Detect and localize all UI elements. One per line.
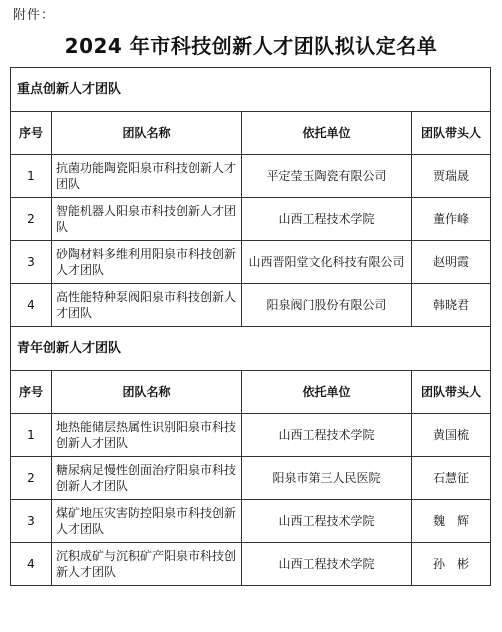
- section-title: 青年创新人才团队: [11, 327, 491, 371]
- row-org: 山西工程技术学院: [242, 414, 412, 457]
- header-lead: 团队带头人: [412, 371, 491, 414]
- table-header: [11, 371, 491, 414]
- row-team-name: 智能机器人阳泉市科技创新人才团队: [52, 198, 242, 241]
- row-no: 4: [11, 284, 52, 327]
- section-youth-teams: [11, 327, 491, 371]
- header-name: 团队名称: [52, 112, 242, 155]
- header-name: 团队名称: [52, 371, 242, 414]
- row-no: 1: [11, 155, 52, 198]
- table-row: [11, 543, 491, 586]
- row-org: 阳泉市第三人民医院: [242, 457, 412, 500]
- table-row: [11, 198, 491, 241]
- row-no: 3: [11, 500, 52, 543]
- row-lead: 孙 彬: [412, 543, 491, 586]
- row-lead: 贾瑞晟: [412, 155, 491, 198]
- row-team-name: 高性能特种泵阀阳泉市科技创新人才团队: [52, 284, 242, 327]
- row-lead: 石慧征: [412, 457, 491, 500]
- row-team-name: 糖尿病足慢性创面治疗阳泉市科技创新人才团队: [52, 457, 242, 500]
- row-team-name: 地热能储层热属性识别阳泉市科技创新人才团队: [52, 414, 242, 457]
- row-team-name: 沉积成矿与沉积矿产阳泉市科技创新人才团队: [52, 543, 242, 586]
- team-list-table: [10, 67, 491, 586]
- row-team-name: 煤矿地压灾害防控阳泉市科技创新人才团队: [52, 500, 242, 543]
- attachment-label: 附件：: [13, 8, 56, 23]
- row-no: 2: [11, 457, 52, 500]
- row-team-name: 砂陶材料多维利用阳泉市科技创新人才团队: [52, 241, 242, 284]
- row-org: 阳泉阀门股份有限公司: [242, 284, 412, 327]
- row-no: 3: [11, 241, 52, 284]
- row-lead: 董作峰: [412, 198, 491, 241]
- table-row: [11, 457, 491, 500]
- page-title: 2024 年市科技创新人才团队拟认定名单: [64, 34, 438, 58]
- table-row: [11, 241, 491, 284]
- row-lead: 魏 辉: [412, 500, 491, 543]
- row-org: 山西工程技术学院: [242, 543, 412, 586]
- header-no: 序号: [11, 112, 52, 155]
- row-no: 2: [11, 198, 52, 241]
- row-lead: 黄国梳: [412, 414, 491, 457]
- row-no: 4: [11, 543, 52, 586]
- row-org: 平定莹玉陶瓷有限公司: [242, 155, 412, 198]
- table-row: [11, 414, 491, 457]
- row-org: 山西工程技术学院: [242, 500, 412, 543]
- table-row: [11, 500, 491, 543]
- header-org: 依托单位: [242, 371, 412, 414]
- table-row: [11, 284, 491, 327]
- row-team-name: 抗菌功能陶瓷阳泉市科技创新人才团队: [52, 155, 242, 198]
- row-lead: 韩晓君: [412, 284, 491, 327]
- row-org: 山西晋阳堂文化科技有限公司: [242, 241, 412, 284]
- header-no: 序号: [11, 371, 52, 414]
- row-lead: 赵明霞: [412, 241, 491, 284]
- table-header: [11, 112, 491, 155]
- header-lead: 团队带头人: [412, 112, 491, 155]
- section-title: 重点创新人才团队: [11, 68, 491, 112]
- table-row: [11, 155, 491, 198]
- section-key-teams: [11, 68, 491, 112]
- header-org: 依托单位: [242, 112, 412, 155]
- row-org: 山西工程技术学院: [242, 198, 412, 241]
- row-no: 1: [11, 414, 52, 457]
